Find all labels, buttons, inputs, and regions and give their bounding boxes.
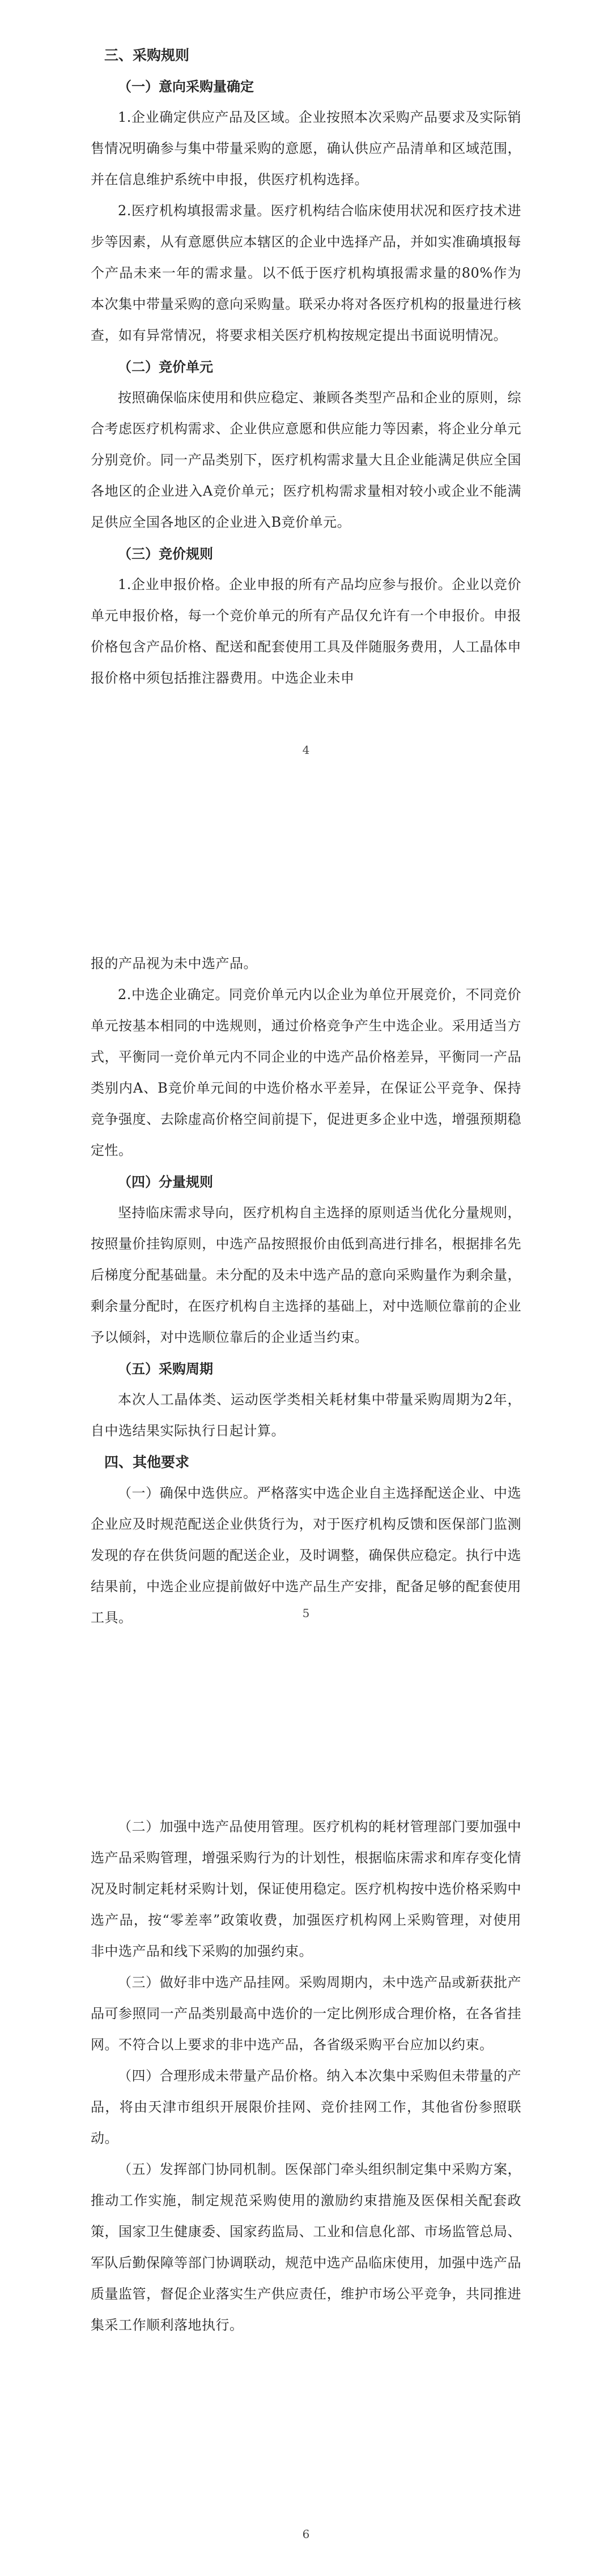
subsection-title-procurement-cycle: （五）采购周期: [118, 1360, 213, 1377]
paragraph: （三）做好非中选产品挂网。采购周期内，未中选产品或新获批产品可参照同一产品类别最高中选价的一定比例形成合理价格，在各省挂网。不符合以上要求的非中选产品，各省级采购平台应加以约束。: [91, 1974, 521, 2053]
document-page-6: [0, 1717, 612, 2576]
subsection-title-intent-volume: （一）意向采购量确定: [118, 78, 254, 95]
paragraph: 按照确保临床使用和供应稳定、兼顾各类型产品和企业的原则，综合考虑医疗机构需求、企业供应意愿和供应能力等因素，将企业分单元分别竞价。同一产品类别下，医疗机构需求量大且企业能满足供应全国各地区的企业进入A竞价单元；医疗机构需求量相对较小或企业不能满足供应全国各地区的企业进入B竞价单元。: [91, 390, 521, 530]
page-content: [91, 40, 521, 694]
document-page-5: [0, 859, 612, 1717]
subsection-title-bidding-unit: （二）竞价单元: [118, 359, 213, 375]
subsection-title-bidding-rules: （三）竞价规则: [118, 545, 213, 562]
page-number: 6: [302, 2527, 310, 2541]
paragraph: 1.企业确定供应产品及区域。企业按照本次采购产品要求及实际销售情况明确参与集中带量采购的意愿，确认供应产品清单和区域范围，并在信息维护系统中申报，供医疗机构选择。: [91, 109, 521, 187]
paragraph: 本次人工晶体类、运动医学类相关耗材集中带量采购周期为2年，自中选结果实际执行日起计算。: [91, 1392, 521, 1439]
paragraph: （四）合理形成未带量产品价格。纳入本次集中采购但未带量的产品，将由天津市组织开展限价挂网、竞价挂网工作，其他省份参照联动。: [91, 2068, 521, 2146]
page-content: [91, 948, 521, 1634]
section-heading-procurement-rules: 三、采购规则: [104, 47, 190, 63]
page-number: 4: [302, 743, 310, 757]
section-heading-other-requirements: 四、其他要求: [104, 1454, 190, 1470]
paragraph: （五）发挥部门协同机制。医保部门牵头组织制定集中采购方案，推动工作实施，制定规范采购使用的激励约束措施及医保相关配套政策，国家卫生健康委、国家药监局、工业和信息化部、市场监管总局、军队后勤保障等部门协调联动，规范中选产品临床使用，加强中选产品质量监管，督促企业落实生产供应责任，维护市场公平竞争，共同推进集采工作顺利落地执行。: [91, 2161, 521, 2333]
page-number: 5: [302, 1606, 310, 1620]
paragraph: 2.中选企业确定。同竞价单元内以企业为单位开展竞价，不同竞价单元按基本相同的中选规则，通过价格竞争产生中选企业。采用适当方式，平衡同一竞价单元内不同企业的中选产品价格差异，平衡同一产品类别内A、B竞价单元间的中选价格水平差异，在保证公平竞争、保持竞争强度、去除虚高价格空间前提下，促进更多企业中选，增强预期稳定性。: [91, 987, 521, 1158]
paragraph: 1.企业申报价格。企业申报的所有产品均应参与报价。企业以竞价单元申报价格，每一个竞价单元的所有产品仅允许有一个申报价。申报价格包含产品价格、配送和配套使用工具及伴随服务费用，人工晶体申报价格中须包括推注器费用。中选企业未申: [91, 577, 521, 686]
paragraph: 坚持临床需求导向，医疗机构自主选择的原则适当优化分量规则，按照量价挂钩原则，中选产品按照报价由低到高进行排名，根据排名先后梯度分配基础量。未分配的及未中选产品的意向采购量作为剩余量，剩余量分配时，在医疗机构自主选择的基础上，对中选顺位靠前的企业予以倾斜，对中选顺位靠后的企业适当约束。: [91, 1205, 521, 1345]
paragraph-continued: 报的产品视为未中选产品。: [91, 956, 257, 971]
paragraph: （一）确保中选供应。严格落实中选企业自主选择配送企业、中选企业应及时规范配送企业供货行为，对于医疗机构反馈和医保部门监测发现的存在供货问题的配送企业，及时调整，确保供应稳定。执行中选结果前，中选企业应提前做好中选产品生产安排，配备足够的配套使用工具。: [91, 1485, 521, 1626]
paragraph: （二）加强中选产品使用管理。医疗机构的耗材管理部门要加强中选产品采购管理，增强采购行为的计划性，根据临床需求和库存变化情况及时制定耗材采购计划，保证使用稳定。医疗机构按中选价格采购中选产品，按“零差率”政策收费，加强医疗机构网上采购管理，对使用非中选产品和线下采购的加强约束。: [91, 1819, 521, 1959]
paragraph: 2.医疗机构填报需求量。医疗机构结合临床使用状况和医疗技术进步等因素，从有意愿供应本辖区的企业中选择产品，并如实准确填报每个产品未来一年的需求量。以不低于医疗机构填报需求量的80%作为本次集中带量采购的意向采购量。联采办将对各医疗机构的报量进行核查，如有异常情况，将要求相关医疗机构按规定提出书面说明情况。: [91, 203, 521, 343]
document-page-4: [0, 0, 612, 859]
page-content: [91, 1811, 521, 2341]
subsection-title-volume-allocation: （四）分量规则: [118, 1174, 213, 1190]
